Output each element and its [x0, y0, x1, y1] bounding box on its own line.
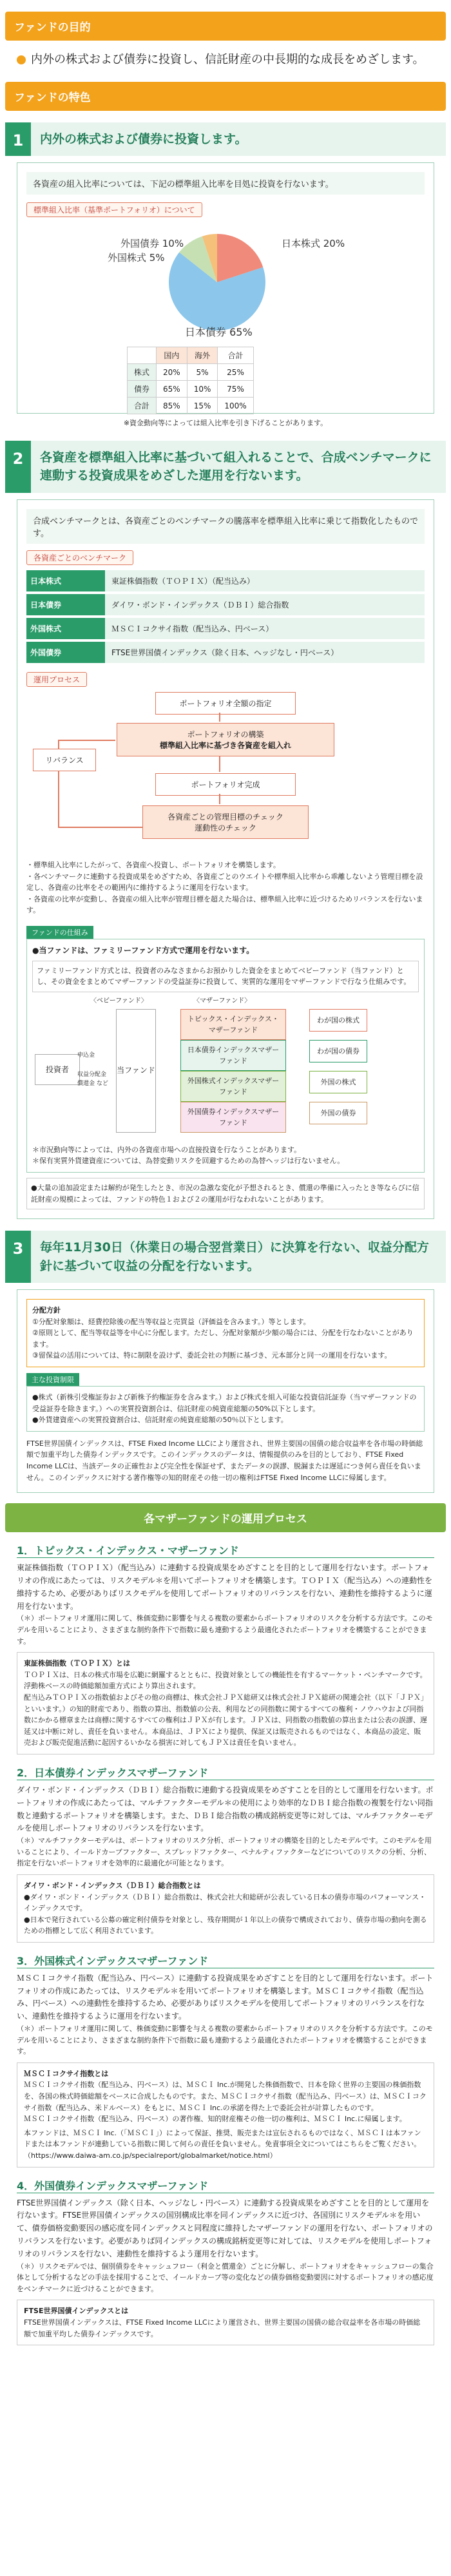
scheme-tag: ファンドの仕組み: [26, 926, 93, 939]
market-2: わが国の債券: [309, 1040, 367, 1062]
dbi-box: ダイワ・ボンド・インデックス（ＤＢＩ）総合指数とは ●ダイワ・ボンド・インデックス（ＤＢＩ）総合指数は、株式会社大和総研が公表している日本の債券市場のパフォーマンス・インデックスです。 ●日本で発行されている公募の確定利付債券を対象とし、残存期間が１年以上の債券で構成されており、債券市場の動向を測るための指標として広く利用されています。: [17, 1874, 434, 1943]
investment-limits-tag: 主な投資制限: [26, 1373, 79, 1386]
market-3: 外国の株式: [309, 1071, 367, 1093]
ftse-box: FTSE世界国債インデックスとは FTSE世界国債インデックスは、FTSE Fixed Income LLCにより運営され、世界主要国の国債の総合収益率を各市場の時価総額で加重平均した債券インデックスです。: [17, 2300, 434, 2345]
scheme-footnote-2: ●大量の追加設定または解約が発生したとき、市況の急激な変化が予想されるとき、償還の準備に入ったとき等ならびに信託財産の規模によっては、ファンドの特色１および２の運用が行なわれないことがあります。: [26, 1178, 425, 1209]
topix-box: 東証株価指数（ＴＯＰＩＸ）とは ＴＯＰＩＸは、日本の株式市場を広範に網羅するとともに、投資対象としての機能性を有するマーケット・ベンチマークです。浮動株ベースの時価総額加重方式により算出されます。 配当込みＴＯＰＩＸの指数値およびその他の商標は、株式会社ＪＰＸ総研又は株式会社ＪＰＸ総研の関連会社（以下「ＪＰＸ」といいます。）の知的財産であり、指数の算出、指数値の公表、利用などの同指数に関するすべての権利・ノウハウおよび同指数にかかる標章または商標に関するすべての権利はＪＰＸが有します。ＪＰＸは、同指数の指数値の算出または公表の誤謬、遅延又は中断に対し、責任を負いません。本商品は、ＪＰＸにより提供、保証又は販売されるものではなく、本商品の設定、販売および販売促進活動に起因するいかなる損害に対してもＪＰＸは責任を負いません。: [17, 1652, 434, 1754]
benchmark-row: 外国株式 ＭＳＣＩコクサイ指数（配当込み、円ベース）: [26, 618, 425, 639]
flow-notes: ・標準組入比率にしたがって、各資産へ投資し、ポートフォリオを構築します。 ・各ベンチマークに連動する投資成果をめざすため、各資産ごとのウエイトや標準組入比率から乖離しないよう管理目標を設定し、各資産の比率をその範囲内に維持するように運用を行ないます。 ・各資産の比率が変動し、各資産の組入比率が管理目標を超えた場合は、標準組入比率に近づけるためリバランスを行ないます。: [26, 860, 423, 915]
feature-3-box: [17, 1289, 434, 1493]
allocation-table: 国内 海外 合計 株式 20% 5% 25% 債券 65% 10% 75% 合計 85% 15% 100%: [127, 347, 254, 414]
purpose-header: ファンドの目的: [5, 12, 446, 41]
process-section: 1．トピックス・インデックス・マザーファンド 東証株価指数（ＴＯＰＩＸ）（配当込み）に連動する投資成果をめざすことを目的として運用を行ないます。ポートフォリオの作成にあたっては、リスクモデル＊を用いてポートフォリオを構築します。ＴＯＰＩＸ（配当込み）への連動性を維持するため、必要がありばリスクモデルを使用してポートフォリオのリバランスを行ない、連動性を維持するように運用を行ないます。 （＊）ポートフォリオ運用に関して、株価変動に影響を与える複数の要素からポートフォリオのリスクを分析する方法です。このモデルを用いることにより、さまざまな制約条件下で指数に最も連動するよう最適化されたポートフォリオを構築することができます。 東証株価指数（ＴＯＰＩＸ）とは ＴＯＰＩＸは、日本の株式市場を広範に網羅するとともに、投資対象としての機能性を有するマーケット・ベンチマークです。浮動株ベースの時価総額加重方式により算出されます。 配当込みＴＯＰＩＸの指数値およびその他の商標は、株式会社ＪＰＸ総研又は株式会社ＪＰＸ総研の関連会社（以下「ＪＰＸ」といいます。）の知的財産であり、指数の算出、指数値の公表、利用などの同指数に関するすべての権利・ノウハウおよび同指数にかかる標章または商標に関するすべての権利はＪＰＸが有します。ＪＰＸは、同指数の指数値の算出または公表の誤謬、遅延又は中断に対し、責任を負いません。本商品は、ＪＰＸにより提供、保証又は販売されるものではなく、本商品の設定、販売および販売促進活動に起因するいかなる損害に対してもＪＰＸは責任を負いません。 2．日本債券インデックスマザーファンド ダイワ・ボンド・インデックス（ＤＢＩ）総合指数に連動する投資成果をめざすことを目的として運用を行ないます。ポートフォリオの作成にあたっては、マルチファクターモデル＊の使用により効率的なＤＢＩ総合指数の複製を行ない同指数と連動するポートフォリオを構築します。また、ＤＢＩ総合指数の構成銘柄変更等に対しては、マルチファクターモデルを使用しポートフォリオのリバランスを行ないます。 （＊）マルチファクターモデルは、ポートフォリオのリスク分析、ポートフォリオの構築を目的としたモデルです。このモデルを用いることにより、イールドカーブファクター、スプレッドファクター、ペナルティファクターなどについてのリスクの分析、分析、指定を行ないポートフォリオを効率的に最適化が可能となります。 ダイワ・ボンド・インデックス（ＤＢＩ）総合指数とは ●ダイワ・ボンド・インデックス（ＤＢＩ）総合指数は、株式会社大和総研が公表している日本の債券市場のパフォーマンス・インデックスです。 ●日本で発行されている公募の確定利付債券を対象とし、残存期間が１年以上の債券で構成されており、債券市場の動向を測るための指標として広く利用されています。 3．外国株式インデックスマザーファンド ＭＳＣＩコクサイ指数（配当込み、円ベース）に連動する投資成果をめざすことを目的として運用を行ないます。ポートフォリオの作成にあたっては、リスクモデル＊を用いてポートフォリオを構築します。ＭＳＣＩコクサイ指数（配当込み、円ベース）への連動性を維持するため、必要がありばリスクモデルを使用してポートフォリオのリバランスを行ない、連動性を維持するように運用を行ないます。 （＊）ポートフォリオ運用に関して、株価変動に影響を与える複数の要素からポートフォリオのリスクを分析する方法です。このモデルを用いることにより、さまざまな制約条件下で指数に最も連動するよう最適化されたポートフォリオを構築することができます。 ＭＳＣＩコクサイ指数とは ＭＳＣＩコクサイ指数（配当込み、円ベース）は、ＭＳＣＩ Inc.が開発した株価指数で、日本を除く世界の主要国の株価指数を、各国の株式時価総額をベースに合成したものです。また、ＭＳＣＩコクサイ指数（配当込み、円ベース）は、ＭＳＣＩコクサイ指数（配当込み、米ドルベース）をもとに、ＭＳＣＩ Inc.の承諾を得た上で委託会社が計算したものです。 ＭＳＣＩコクサイ指数（配当込み、円ベース）の著作権、知的財産権その他一切の権利は、ＭＳＣＩ Inc.に帰属します。 本ファンドは、ＭＳＣＩ Inc.（「ＭＳＣＩ」）によって保証、推奨、販売または宣伝されるものではなく、ＭＳＣＩは本ファンドまたは本ファンドが連動している指数に関して何らの責任を負いません。免責事項全文についてはこちらをご覧ください。 （https://www.daiwa-am.co.jp/specialreport/globalmarket/notice.html） 4．外国債券インデックスマザーファンド FTSE世界国債インデックス（除く日本、ヘッジなし・円ベース）に連動する投資成果をめざすことを目的として運用を行ないます。FTSE世界国債インデックスの国別構成比率を同インデックスに近づけ、各国別にリスクモデル＊を用いて、債券価格変動要因の感応度を同インデックスと同程度に維持したマザーファンドの運用を行ない、ポートフォリオのリバランスを行ないます。必要がありば同インデックスの構成銘柄変更等に対しては、リスクモデルを使用しポートフォリオのリバランスを行ない、連動性を維持するよう運用を行ないます。 （＊）リスクモデルでは、個別債券をキャッシュフロー（利金と償還金）ごとに分解し、ポートフォリオをキャッシュフローの集合体として分析するなどの手法を採用することで、イールドカーブ等の変化などの債券価格変動要因に対するポートフォリオの感応度をベンチマークに近づけることができます。 FTSE世界国債インデックスとは FTSE世界国債インデックスは、FTSE Fixed Income LLCにより運営され、世界主要国の国債の総合収益率を各市場の時価総額で加重平均した債券インデックスです。: [17, 1543, 434, 2345]
purpose-text: 内外の株式および債券に投資し、信託財産の中長期的な成長をめざします。: [0, 41, 451, 82]
benchmark-tag: 各資産ごとのベンチマーク: [26, 550, 133, 565]
label-jp-stock: 日本株式 20%: [282, 238, 345, 250]
flow-step: ポートフォリオ全額の指定: [155, 692, 296, 715]
msci-box: ＭＳＣＩコクサイ指数とは ＭＳＣＩコクサイ指数（配当込み、円ベース）は、ＭＳＣＩ Inc.が開発した株価指数で、日本を除く世界の主要国の株価指数を、各国の株式時価総額をベースに合成したものです。また、ＭＳＣＩコクサイ指数（配当込み、円ベース）は、ＭＳＣＩコクサイ指数（配当込み、米ドルベース）をもとに、ＭＳＣＩ Inc.の承諾を得た上で委託会社が計算したものです。 ＭＳＣＩコクサイ指数（配当込み、円ベース）の著作権、知的財産権その他一切の権利は、ＭＳＣＩ Inc.に帰属します。 本ファンドは、ＭＳＣＩ Inc.（「ＭＳＣＩ」）によって保証、推奨、販売または宣伝されるものではなく、ＭＳＣＩは本ファンドまたは本ファンドが連動している指数に関して何らの責任を負いません。免責事項全文についてはこちらをご覧ください。 （https://www.daiwa-am.co.jp/specialreport/globalmarket/notice.html）: [17, 2062, 434, 2167]
label-foreign-bond: 外国債券 10%: [120, 238, 184, 250]
process-m1-body: 東証株価指数（ＴＯＰＩＸ）（配当込み）に連動する投資成果をめざすことを目的として運用を行ないます。ポートフォリオの作成にあたっては、リスクモデル＊を用いてポートフォリオを構築します。ＴＯＰＩＸ（配当込み）への連動性を維持するため、必要がありばリスクモデルを使用してポートフォリオのリバランスを行ない、連動性を維持するように運用を行ないます。: [17, 1563, 433, 1611]
ftse-note: FTSE世界国債インデックスは、FTSE Fixed Income LLCにより運営され、世界主要国の国債の総合収益率を各市場の時価総額で加重平均した債券インデックスです。このインデックスのデータは、情報提供のみを目的としており、FTSE Fixed Income LLCは、当該データの正確性および完全性を保証せず、またデータの誤謬、脱漏または遅延につき何ら責任を負いません。このインデックスに対する著作権等の知的財産その他一切の権利はFTSE Fixed Income LLCに帰属します。: [26, 1439, 423, 1482]
feature-2-box: [17, 499, 434, 1219]
flow-step: 各資産ごとの管理目標のチェック 運動性のチェック: [142, 805, 309, 839]
process-m2-body: ダイワ・ボンド・インデックス（ＤＢＩ）総合指数に連動する投資成果をめざすことを目的として運用を行ないます。ポートフォリオの作成にあたっては、マルチファクターモデル＊の使用により効率的なＤＢＩ総合指数の複製を行ない同指数と連動するポートフォリオを構築します。また、ＤＢＩ総合指数の構成銘柄変更等に対しては、マルチファクターモデルを使用しポートフォリオのリバランスを行ないます。: [17, 1785, 434, 1833]
feature-1-box: [17, 162, 434, 414]
market-1: わが国の株式: [309, 1009, 367, 1032]
market-4: 外国の債券: [309, 1102, 367, 1124]
allocation-tag: 標準組入比率（基準ポートフォリオ）について: [26, 202, 202, 217]
mother-fund-1: トピックス・インデックス・マザーファンド: [180, 1009, 286, 1040]
mother-fund-3: 外国株式インデックスマザーファンド: [180, 1071, 286, 1102]
feature-2-heading: 2 各資産を標準組入比率に基づいて組入れることで、合成ベンチマークに連動する投資成果をめざした運用を行ないます。: [5, 441, 446, 493]
benchmark-list: [26, 570, 425, 663]
investor-box: 投資者: [35, 1054, 80, 1086]
baby-fund-box: 当ファンド: [116, 1009, 156, 1133]
flow-step: ポートフォリオの構築 標準組入比率に基づき各資産を組入れ: [117, 723, 334, 756]
process-m3-title: 3．外国株式インデックスマザーファンド: [17, 1953, 434, 1968]
feature-1-footnote: ※資金動向等によっては組入比率を引き下げることがあります。: [123, 419, 328, 428]
label-foreign-stock: 外国株式 5%: [108, 252, 165, 264]
investment-limits: ●株式（新株引受権証券および新株予約権証券を含みます。）および株式を組入可能な投資信託証券（当マザーファンドの受益証券を除きます。）への実質投資割合は、信託財産の純資産総額の50%以下とします。 ●外貨建資産への実質投資割合は、信託財産の純資産総額の50％以下とします。: [26, 1386, 425, 1432]
flow-rebalance: リバランス: [33, 749, 96, 771]
process-m4-title: 4．外国債券インデックスマザーファンド: [17, 2178, 434, 2193]
bullet-icon: [17, 55, 26, 64]
scheme-diagram: 〈ベビーファンド〉 〈マザーファンド〉 投資者 申込金 収益分配金 償還金 など 当ファンド トピックス・インデックス・マザーファンド 日本債券インデックスマザーファンド 外国株式インデックスマザーファンド 外国債券インデックスマザーファンド わが国の株式 わが国の債券 外国の株式 外国の債券: [32, 996, 419, 1144]
process-tag: 運用プロセス: [26, 672, 87, 687]
benchmark-row: 日本債券 ダイワ・ボンド・インデックス（ＤＢＩ）総合指数: [26, 594, 425, 615]
mother-fund-4: 外国債券インデックスマザーファンド: [180, 1102, 286, 1133]
feature-2-note: 合成ベンチマークとは、各資産ごとのベンチマークの騰落率を標準組入比率に乗じて指数化したものです。: [26, 509, 425, 544]
process-header: 各マザーファンドの運用プロセス: [5, 1503, 446, 1532]
feature-1-heading: 1 内外の株式および債券に投資します。: [5, 122, 446, 157]
allocation-pie-chart: [56, 221, 378, 337]
process-m2-title: 2．日本債券インデックスマザーファンド: [17, 1765, 434, 1780]
process-flow: [26, 692, 425, 860]
label-jp-bond: 日本債券 65%: [185, 326, 253, 338]
features-header: ファンドの特色: [5, 82, 446, 111]
benchmark-row: 日本株式 東証株価指数（ＴＯＰＩＸ）（配当込み）: [26, 570, 425, 591]
benchmark-row: 外国債券 FTSE世界国債インデックス（除く日本、ヘッジなし・円ベース）: [26, 642, 425, 663]
dividend-policy: 分配方針 ①分配対象額は、経費控除後の配当等収益と売買益（評価益を含みます。）等とします。 ②原則として、配当等収益等を中心に分配します。ただし、分配対象額が少額の場合には、分配を行なわないことがあります。 ③留保益の活用については、特に制限を設けず、委託会社の判断に基づき、元本部分と同一の運用を行ないます。: [26, 1299, 425, 1367]
mother-fund-2: 日本債券インデックスマザーファンド: [180, 1040, 286, 1071]
feature-3-heading: 3 毎年11月30日（休業日の場合翌営業日）に決算を行ない、収益分配方針に基づいて収益の分配を行ないます。: [5, 1231, 446, 1283]
process-m1-title: 1．トピックス・インデックス・マザーファンド: [17, 1543, 434, 1558]
process-m3-body: ＭＳＣＩコクサイ指数（配当込み、円ベース）に連動する投資成果をめざすことを目的として運用を行ないます。ポートフォリオの作成にあたっては、リスクモデル＊を用いてポートフォリオを構築します。ＭＳＣＩコクサイ指数（配当込み、円ベース）への連動性を維持するため、必要がありばリスクモデルを使用してポートフォリオのリバランスを行ない、連動性を維持するように運用を行ないます。: [17, 1973, 434, 2021]
flow-step: ポートフォリオ完成: [155, 773, 296, 796]
scheme-footnote: ＊市況動向等によっては、内外の各資産市場への直接投資を行なうことがあります。 ＊保有実質外貨建資産については、為替変動リスクを回避するための為替ヘッジは行ないません。: [32, 1145, 345, 1166]
process-m4-body: FTSE世界国債インデックス（除く日本、ヘッジなし・円ベース）に連動する投資成果をめざすことを目的として運用を行ないます。FTSE世界国債インデックスの国別構成比率を同インデックスに近づけ、各国別にリスクモデル＊を用いて、債券価格変動要因の感応度を同インデックスと同程度に維持したマザーファンドの運用を行ない、ポートフォリオのリバランスを行ないます。必要がありば同インデックスの構成銘柄変更等に対しては、リスクモデルを使用しポートフォリオのリバランスを行ない、連動性を維持するよう運用を行ないます。: [17, 2198, 433, 2258]
scheme-box: ●当ファンドは、ファミリーファンド方式で運用を行ないます。 ファミリーファンド方式とは、投資者のみなさまからお預かりした資金をまとめてベビーファンド（当ファンド）とし、その資金をまとめてマザーファンドの受益証券に投資して、実質的な運用をマザーファンドで行なう仕組みです。 〈ベビーファンド〉 〈マザーファンド〉 投資者 申込金 収益分配金 償還金 など 当ファンド トピックス・インデックス・マザーファンド 日本債券インデックスマザーファンド 外国株式インデックスマザーファンド 外国債券インデックスマザーファンド わが国の株式 わが国の債券 外国の株式 外国の債券 ＊市況動向等によっては、内外の各資産市場への直接投資を行なうことがあります。 ＊保有実質外貨建資産については、為替変動リスクを回避するための為替ヘッジは行ないません。: [26, 939, 425, 1173]
feature-1-note: 各資産の組入比率については、下記の標準組入比率を目処に投資を行ないます。: [26, 172, 425, 195]
